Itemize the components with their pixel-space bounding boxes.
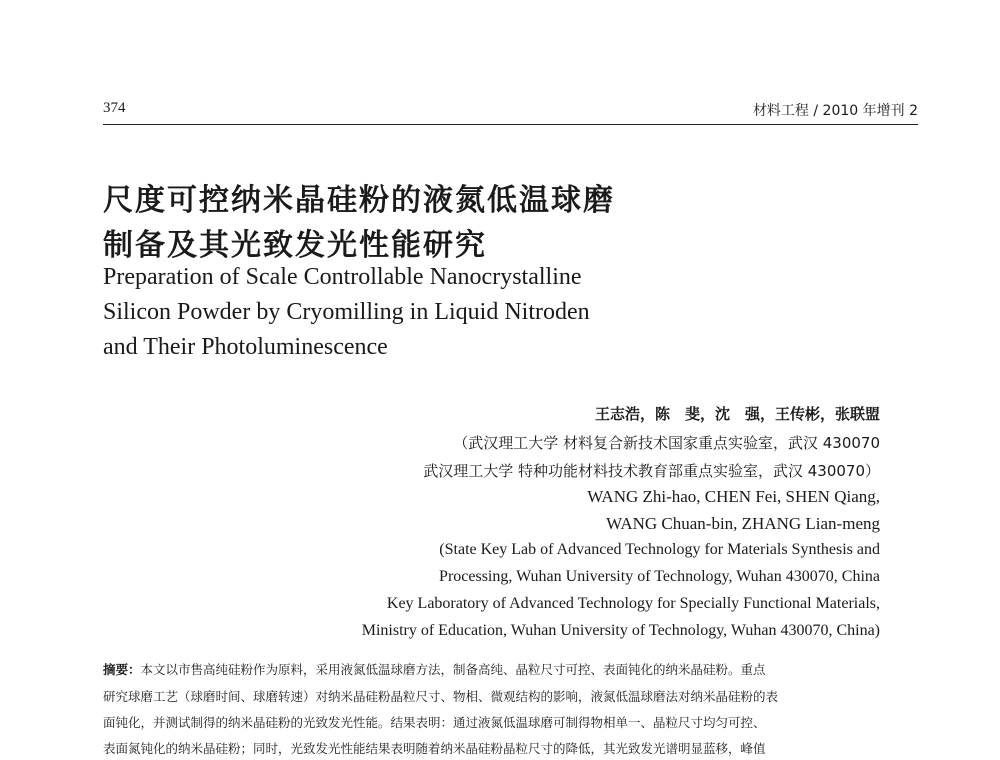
title-en-line2: Silicon Powder by Cryomilling in Liquid Nitroden bbox=[103, 299, 590, 325]
affiliation-en-line1: (State Key Lab of Advanced Technology for Materials Synthesis and bbox=[439, 541, 880, 558]
authors-en-line1: WANG Zhi-hao, CHEN Fei, SHEN Qiang, bbox=[587, 487, 880, 506]
header-rule bbox=[103, 124, 918, 125]
abstract-line1 bbox=[103, 660, 883, 678]
abstract-line3: 面钝化，并测试制得的纳米晶硅粉的光致发光性能。结果表明：通过液氮低温球磨可制得物相单一、晶粒尺寸均匀可控、 bbox=[103, 715, 766, 730]
abstract-line2: 研究球磨工艺（球磨时间、球磨转速）对纳米晶硅粉晶粒尺寸、物相、微观结构的影响，液氮低温球磨法对纳米晶硅粉的表 bbox=[103, 689, 779, 704]
affiliation-cn-line2: 武汉理工大学 特种功能材料技术教育部重点实验室，武汉 430070） bbox=[423, 462, 880, 480]
affiliation-en-line3: Key Laboratory of Advanced Technology for Specially Functional Materials, bbox=[386, 595, 880, 612]
page-number: 374 bbox=[103, 100, 126, 116]
authors-en-line2: WANG Chuan-bin, ZHANG Lian-meng bbox=[606, 514, 880, 533]
title-en-line1: Preparation of Scale Controllable Nanocrystalline bbox=[103, 264, 582, 290]
abstract-text-line1: 本文以市售高纯硅粉作为原料，采用液氮低温球磨方法，制备高纯、晶粒尺寸可控、表面钝化的纳米晶硅粉。重点 bbox=[140, 662, 766, 677]
affiliation-en-line2: Processing, Wuhan University of Technology, Wuhan 430070, China bbox=[439, 568, 880, 585]
journal-info: 材料工程 / 2010 年增刊 2 bbox=[752, 103, 918, 119]
title-cn-line1: 尺度可控纳米晶硅粉的液氮低温球磨 bbox=[103, 183, 615, 218]
title-en-line3: and Their Photoluminescence bbox=[103, 334, 388, 360]
authors-cn: 王志浩，陈 斐，沈 强，王传彬，张联盟 bbox=[594, 405, 880, 423]
affiliation-cn-line1: （武汉理工大学 材料复合新技术国家重点实验室，武汉 430070 bbox=[453, 434, 880, 452]
abstract-label: 摘要： bbox=[103, 662, 141, 677]
title-cn-line2: 制备及其光致发光性能研究 bbox=[103, 228, 487, 263]
affiliation-en-line4: Ministry of Education, Wuhan University of Technology, Wuhan 430070, China) bbox=[361, 622, 880, 639]
abstract-line4: 表面氮钝化的纳米晶硅粉；同时，光致发光性能结果表明随着纳米晶硅粉晶粒尺寸的降低，其光致发光谱明显蓝移，峰值 bbox=[103, 741, 766, 756]
page-header bbox=[103, 100, 918, 122]
